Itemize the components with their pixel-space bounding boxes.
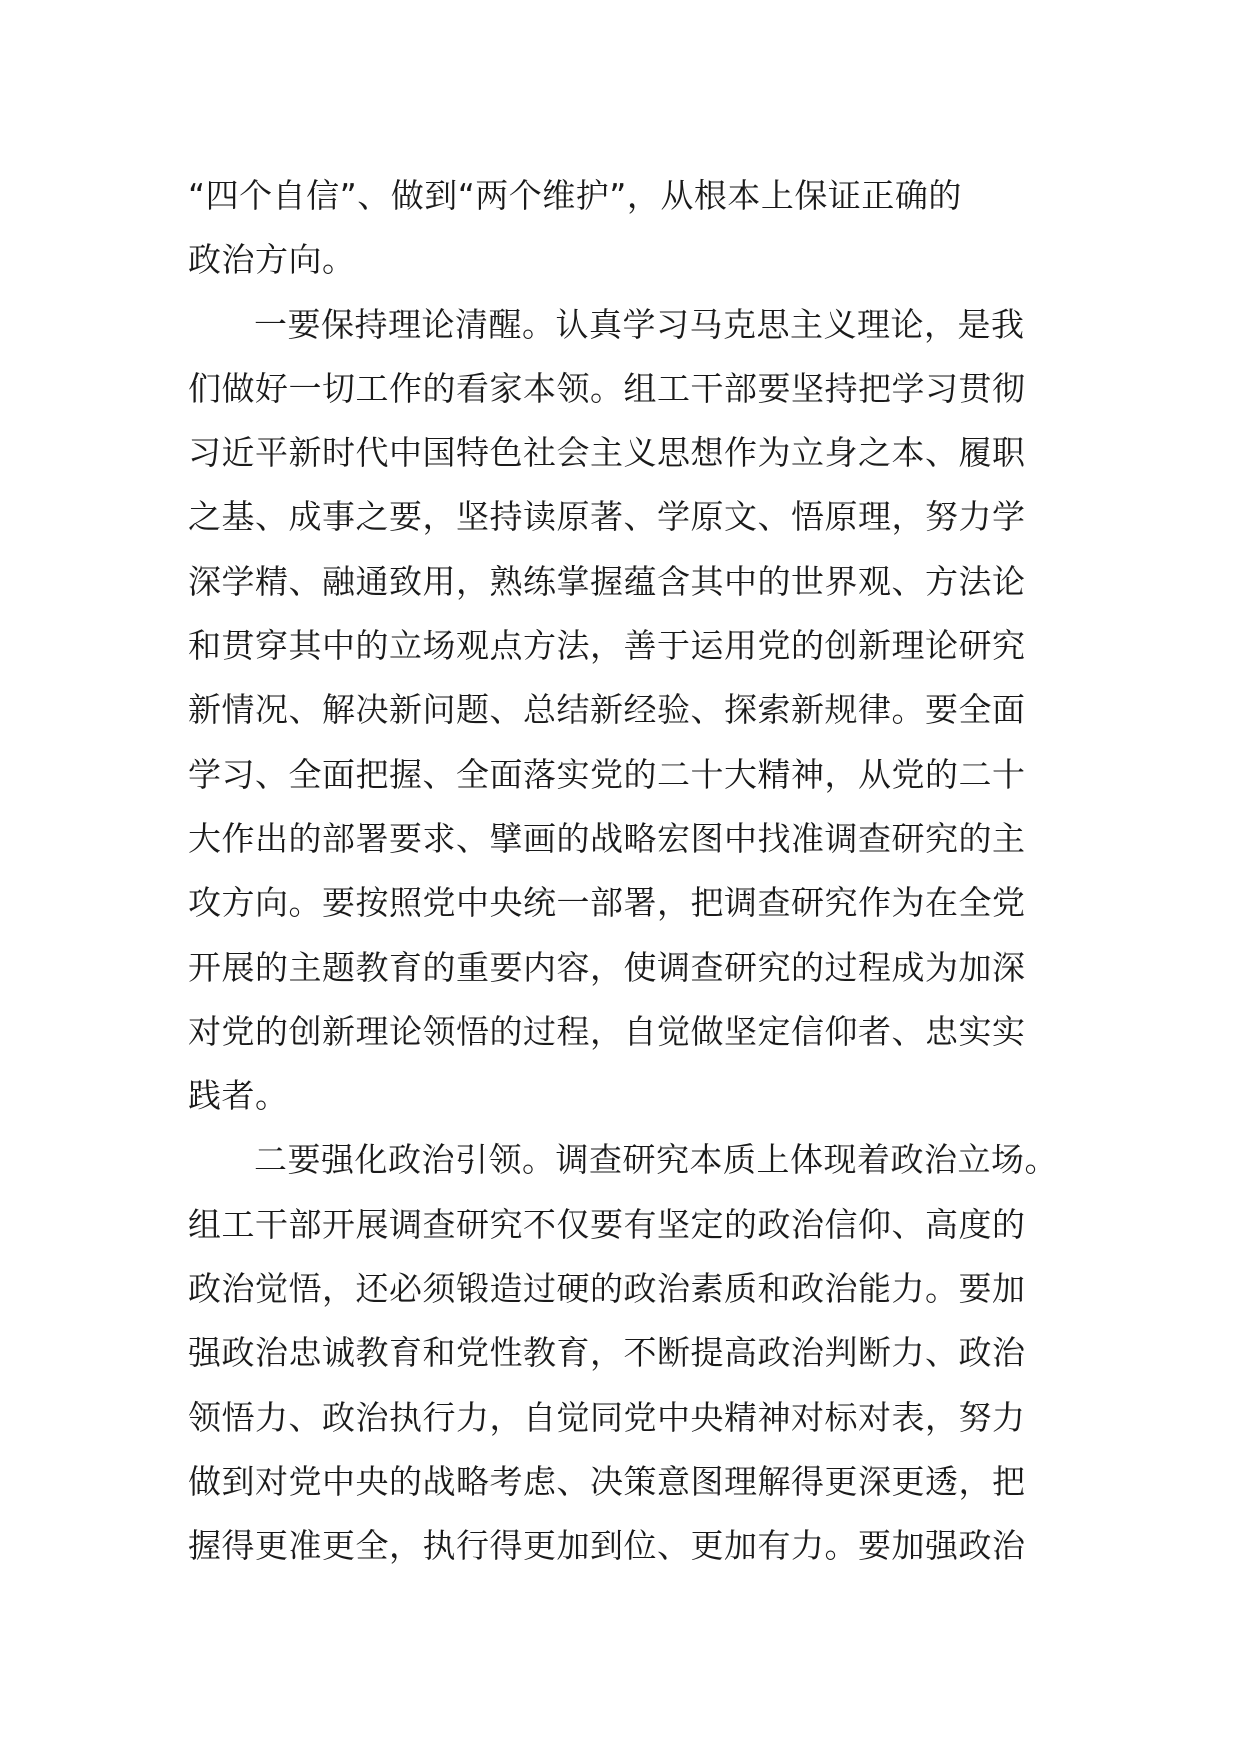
text-line: 们做好一切工作的看家本领。组工干部要坚持把学习贯彻 bbox=[188, 368, 1026, 408]
text-line: 新情况、解决新问题、总结新经验、探索新规律。要全面 bbox=[188, 690, 1026, 730]
text-line: 之基、成事之要，坚持读原著、学原文、悟原理，努力学 bbox=[188, 497, 1026, 537]
text-line: 习近平新时代中国特色社会主义思想作为立身之本、履职 bbox=[188, 433, 1026, 473]
text-line: 组工干部开展调查研究不仅要有坚定的政治信仰、高度的 bbox=[188, 1204, 1026, 1244]
text-line: 大作出的部署要求、擘画的战略宏图中找准调查研究的主 bbox=[188, 818, 1026, 858]
paragraph-start-line: 二要强化政治引领。调查研究本质上体现着政治立场。 bbox=[254, 1140, 1058, 1180]
text-line: 践者。 bbox=[188, 1076, 289, 1116]
text-line: 政治方向。 bbox=[188, 240, 356, 280]
body-text bbox=[188, 164, 1068, 1579]
text-line: 对党的创新理论领悟的过程，自觉做坚定信仰者、忠实实 bbox=[188, 1011, 1026, 1051]
text-line: 做到对党中央的战略考虑、决策意图理解得更深更透，把 bbox=[188, 1461, 1026, 1501]
text-line: 学习、全面把握、全面落实党的二十大精神，从党的二十 bbox=[188, 754, 1026, 794]
text-line: “四个自信”、做到“两个维护”，从根本上保证正确的 bbox=[188, 176, 962, 215]
text-line: 深学精、融通致用，熟练掌握蕴含其中的世界观、方法论 bbox=[188, 561, 1026, 601]
text-line: 领悟力、政治执行力，自觉同党中央精神对标对表，努力 bbox=[188, 1397, 1026, 1437]
text-line: 握得更准更全，执行得更加到位、更加有力。要加强政治 bbox=[188, 1526, 1026, 1566]
text-line: 政治觉悟，还必须锻造过硬的政治素质和政治能力。要加 bbox=[188, 1269, 1026, 1309]
text-line: 强政治忠诚教育和党性教育，不断提高政治判断力、政治 bbox=[188, 1333, 1026, 1373]
text-line: 开展的主题教育的重要内容，使调查研究的过程成为加深 bbox=[188, 947, 1026, 987]
text-line: 攻方向。要按照党中央统一部署，把调查研究作为在全党 bbox=[188, 883, 1026, 923]
text-line: 和贯穿其中的立场观点方法，善于运用党的创新理论研究 bbox=[188, 626, 1026, 666]
paragraph-start-line: 一要保持理论清醒。认真学习马克思主义理论，是我 bbox=[254, 304, 1025, 344]
